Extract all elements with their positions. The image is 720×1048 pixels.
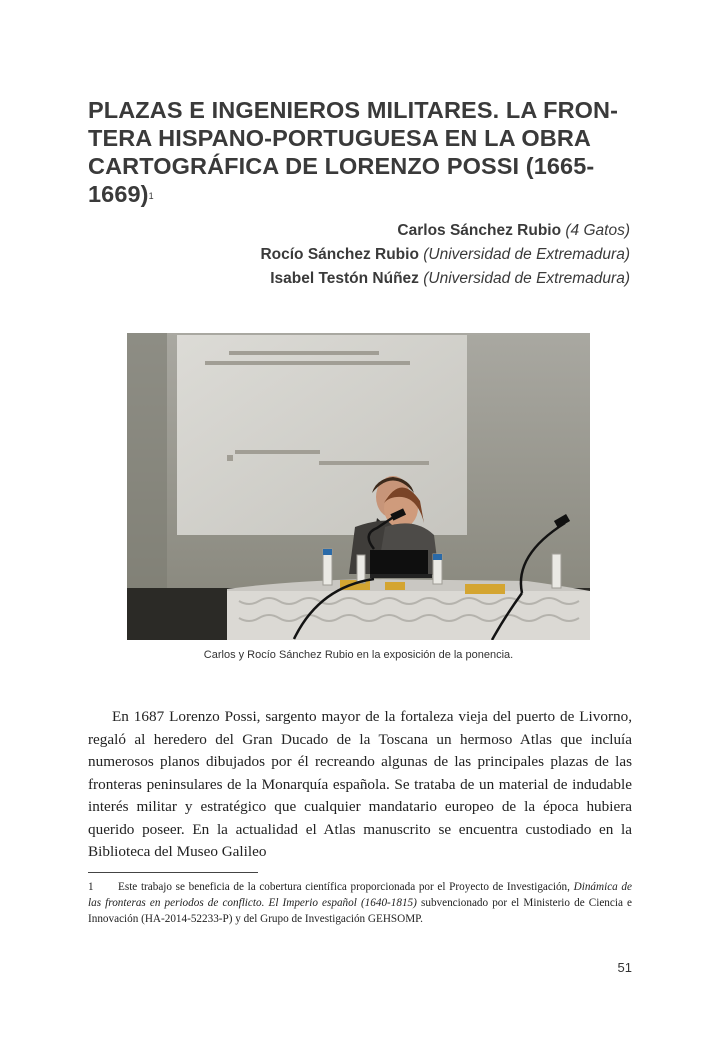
author-name: Isabel Testón Núñez [270,270,419,287]
body-paragraph: En 1687 Lorenzo Possi, sargento mayor de la fortaleza vieja del puerto de Livorno, regaló al heredero del Gran Ducado de la Toscana un hermoso Atlas que incluía numerosos planos dibujados por él recreando algunas de las principales plazas de las fronteras peninsulares de la Monarquía española. Se trataba de un material de indudable interés militar y estratégico que cualquier mandatario europeo de la época hubiera querido poseer. En la actualidad el Atlas manuscrito se encuentra custodiado en la Biblioteca del Museo Galileo [88,708,632,860]
footnote [88,880,632,927]
title-line-1: PLAZAS E INGENIEROS MILITARES. LA FRON- [88,97,619,123]
footnote-separator [88,872,258,873]
photo-caption: Carlos y Rocío Sánchez Rubio en la exposición de la ponencia. [203,649,514,661]
author-affiliation: (Universidad de Extremadura) [423,270,630,287]
author-2 [110,243,630,267]
title-line-2: TERA HISPANO-PORTUGUESA EN LA OBRA [88,125,592,151]
author-name: Rocío Sánchez Rubio [260,246,419,263]
body-text [88,706,632,864]
footnote-number: 1 [88,881,94,893]
title-footnote-marker: 1 [148,191,154,201]
author-list [110,219,630,291]
conference-photo-illustration [127,333,590,640]
article-title [88,96,648,208]
title-line-3: CARTOGRÁFICA DE LORENZO POSSI (1665-1669) [88,153,595,207]
author-affiliation: (Universidad de Extremadura) [423,246,630,263]
author-1 [110,219,630,243]
author-name: Carlos Sánchez Rubio [397,222,562,239]
footnote-text-start: Este trabajo se beneficia de la cobertura científica proporcionada por el Proyecto de Investigación, [118,881,574,893]
footnote-text-end: subvencionado por el Ministerio de Ciencia e Innovación (HA-2014-52233-P) y del Grupo de Investigación GEHSOMP. [88,896,632,925]
author-3 [110,267,630,291]
page-number: 51 [617,960,632,975]
conference-photo [127,333,590,640]
footnote-project-title: Dinámica de las fronteras en periodos de conflicto. El Imperio español (1640-1815) [88,881,632,909]
author-affiliation: (4 Gatos) [565,222,630,239]
